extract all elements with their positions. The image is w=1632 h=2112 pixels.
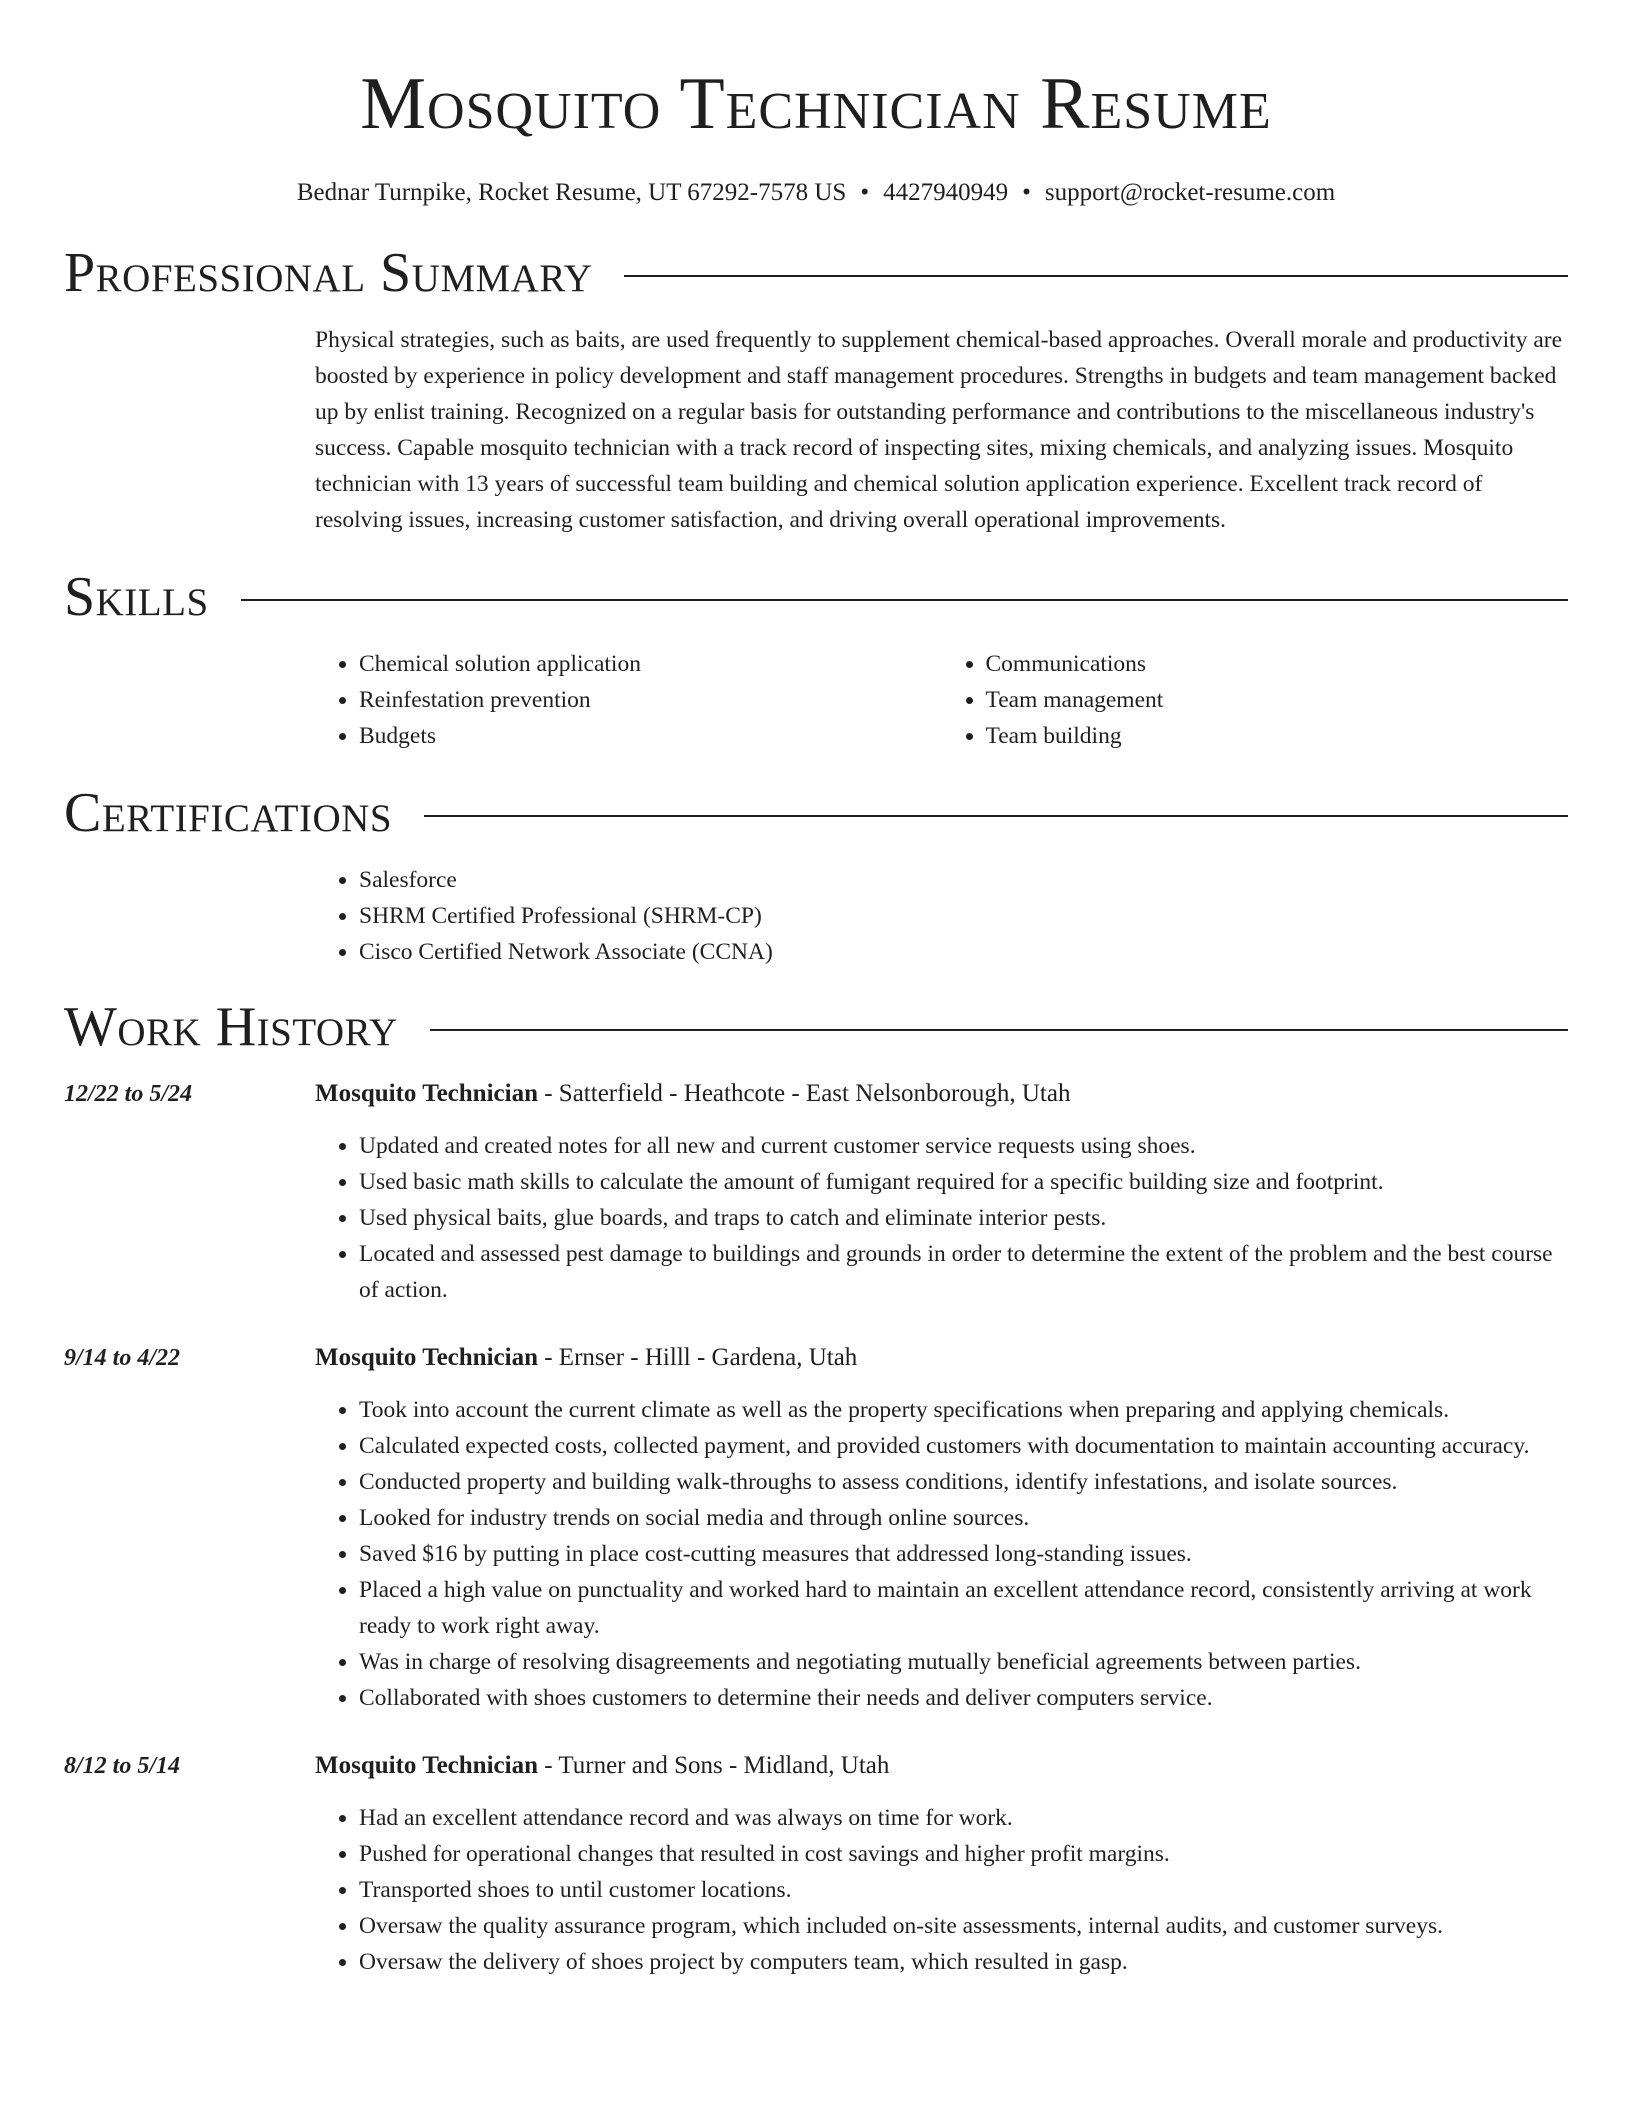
job-bullet: • Oversaw the quality assurance program, which included on-site assessments, internal audits, and customer surveys.	[359, 1908, 1568, 1944]
summary-section-header	[64, 242, 1568, 304]
resume-title: Mosquito Technician Resume	[360, 63, 1272, 145]
certifications-heading: Certifications	[64, 782, 393, 844]
contact-line	[64, 176, 1568, 210]
skills-list	[315, 646, 1568, 754]
contact-phone: 4427940949	[883, 179, 1009, 206]
job-bullet: • Took into account the current climate as well as the property specifications when preparing and applying chemicals.	[359, 1392, 1568, 1428]
job-dates: 8/12 to 5/14	[64, 1753, 181, 1779]
job-entry	[64, 1076, 1568, 1308]
job-bullet: • Used basic math skills to calculate the amount of fumigant required for a specific building size and footprint.	[359, 1164, 1568, 1200]
job-bullet: • Pushed for operational changes that resulted in cost savings and higher profit margins.	[359, 1836, 1568, 1872]
contact-separator: •	[1022, 179, 1031, 206]
job-bullet: • Transported shoes to until customer locations.	[359, 1872, 1568, 1908]
job-bullets	[315, 1392, 1568, 1716]
certification-item: • Cisco Certified Network Associate (CCNA)	[359, 934, 1568, 970]
skill-item: • Communications	[986, 646, 1569, 682]
contact-separator: •	[860, 179, 870, 206]
job-entry	[64, 1340, 1568, 1716]
job-bullet: • Located and assessed pest damage to buildings and grounds in order to determine the extent of the problem and the best course of action.	[359, 1236, 1568, 1308]
job-company: - Turner and Sons - Midland, Utah	[537, 1752, 890, 1779]
skill-item: • Reinfestation prevention	[359, 682, 942, 718]
certification-item: • SHRM Certified Professional (SHRM-CP)	[359, 898, 1568, 934]
summary-heading: Professional Summary	[64, 242, 593, 304]
job-bullet: • Had an excellent attendance record and was always on time for work.	[359, 1800, 1568, 1836]
section-divider	[241, 599, 1568, 601]
section-divider	[624, 275, 1568, 277]
skill-item: • Budgets	[359, 718, 942, 754]
job-bullets	[315, 1800, 1568, 1980]
job-title: Mosquito Technician	[315, 1344, 538, 1371]
skills-section-header	[64, 566, 1568, 628]
contact-address: Bednar Turnpike, Rocket Resume, UT 67292-7578 US	[296, 179, 847, 206]
skill-item: • Team management	[986, 682, 1569, 718]
summary-text: Physical strategies, such as baits, are used frequently to supplement chemical-based approaches. Overall morale and productivity are boosted by experience in policy development and staff management procedures. Strengths in budgets and team management backed up by enlist training. Recognized on a regular basis for outstanding performance and contributions to the miscellaneous industry's success. Capable mosquito technician with a track record of inspecting sites, mixing chemicals, and analyzing issues. Mosquito technician with 13 years of successful team building and chemical solution application experience. Excellent track record of resolving issues, increasing customer satisfaction, and driving overall operational improvements.	[315, 327, 1563, 533]
job-bullet: • Looked for industry trends on social media and through online sources.	[359, 1500, 1568, 1536]
skill-item: • Chemical solution application	[359, 646, 942, 682]
job-company: - Ernser - Hilll - Gardena, Utah	[537, 1344, 858, 1371]
contact-email: support@rocket-resume.com	[1044, 179, 1336, 206]
job-company: - Satterfield - Heathcote - East Nelsonborough, Utah	[537, 1080, 1071, 1107]
skill-item: • Team building	[986, 718, 1569, 754]
skills-column-left	[315, 646, 942, 754]
certifications-section-header	[64, 782, 1568, 844]
work-history-heading: Work History	[64, 996, 398, 1058]
job-bullet: • Calculated expected costs, collected payment, and provided customers with documentation to maintain accounting accuracy.	[359, 1428, 1568, 1464]
skills-column-right	[942, 646, 1569, 754]
job-bullet: • Saved $16 by putting in place cost-cutting measures that addressed long-standing issues.	[359, 1536, 1568, 1572]
job-entry	[64, 1748, 1568, 1980]
job-bullet: • Placed a high value on punctuality and worked hard to maintain an excellent attendance record, consistently arriving at work ready to work right away.	[359, 1572, 1568, 1644]
job-dates: 9/14 to 4/22	[64, 1345, 181, 1371]
job-bullet: • Collaborated with shoes customers to determine their needs and deliver computers service.	[359, 1680, 1568, 1716]
work-history-section-header	[64, 996, 1568, 1058]
section-divider	[430, 1029, 1568, 1031]
certification-item: • Salesforce	[359, 862, 1568, 898]
job-title: Mosquito Technician	[315, 1080, 538, 1107]
job-title-line	[315, 1748, 1568, 1784]
job-title-line	[315, 1340, 1568, 1376]
job-bullets	[315, 1128, 1568, 1308]
job-bullet: • Oversaw the delivery of shoes project by computers team, which resulted in gasp.	[359, 1944, 1568, 1980]
job-bullet: • Used physical baits, glue boards, and traps to catch and eliminate interior pests.	[359, 1200, 1568, 1236]
certifications-list	[315, 862, 1568, 970]
skills-heading: Skills	[64, 566, 209, 628]
job-dates: 12/22 to 5/24	[64, 1081, 193, 1107]
job-title-line	[315, 1076, 1568, 1112]
section-divider	[424, 815, 1568, 817]
job-title: Mosquito Technician	[315, 1752, 538, 1779]
job-bullet: • Conducted property and building walk-throughs to assess conditions, identify infestations, and isolate sources.	[359, 1464, 1568, 1500]
job-bullet: • Updated and created notes for all new and current customer service requests using shoes.	[359, 1128, 1568, 1164]
job-bullet: • Was in charge of resolving disagreements and negotiating mutually beneficial agreements between parties.	[359, 1644, 1568, 1680]
